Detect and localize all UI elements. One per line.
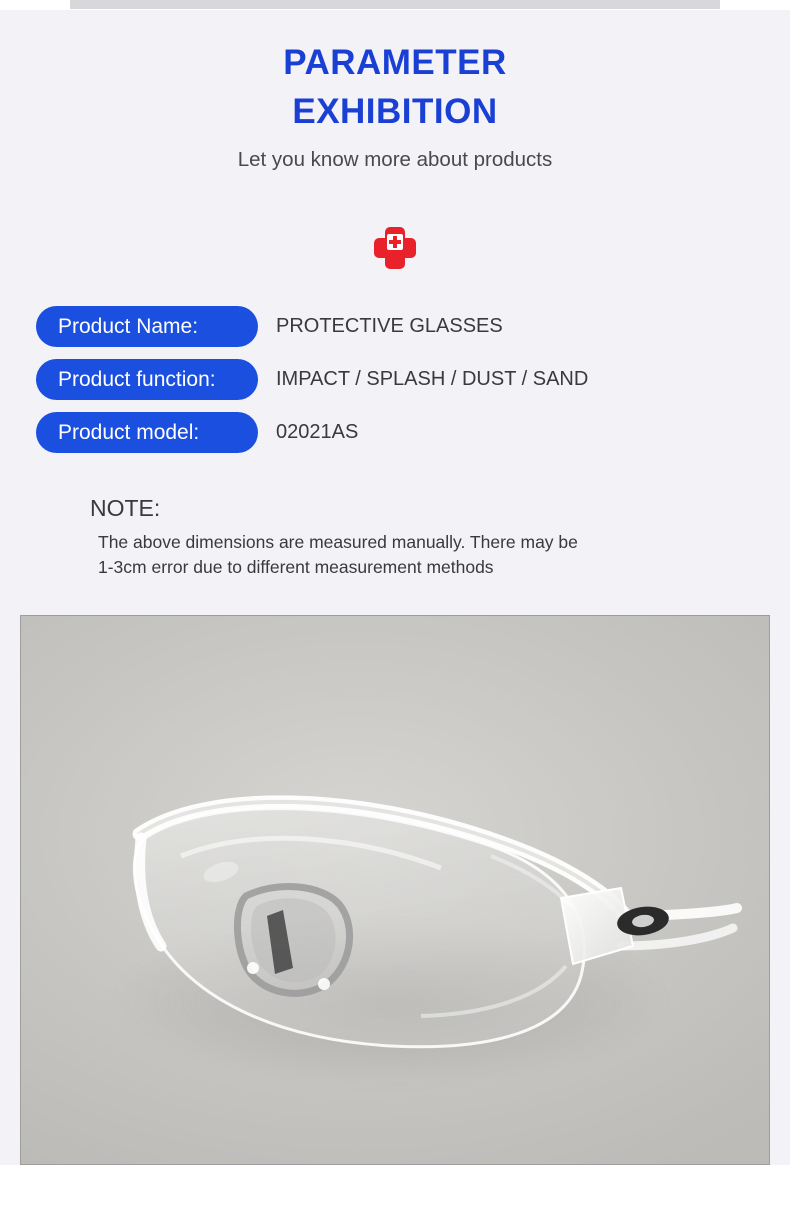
- note-line-1: The above dimensions are measured manually. There may be: [98, 532, 578, 552]
- spec-list: [36, 306, 756, 465]
- note-block: [90, 495, 750, 580]
- medical-cross-icon: [374, 225, 416, 271]
- note-line-2: 1-3cm error due to different measurement methods: [98, 557, 494, 577]
- page-title-line2: EXHIBITION: [292, 92, 498, 131]
- page-header: [0, 38, 790, 172]
- page-subtitle: Let you know more about products: [237, 148, 553, 171]
- cross-inner-vertical: [393, 236, 397, 248]
- spec-value-product-model: 02021AS: [276, 421, 359, 443]
- spec-value-product-function: IMPACT / SPLASH / DUST / SAND: [276, 368, 589, 390]
- note-title: NOTE:: [90, 495, 161, 521]
- spec-label-product-name: Product Name:: [36, 306, 258, 347]
- spec-label-product-model: Product model:: [36, 412, 258, 453]
- page-title: [0, 38, 790, 136]
- spec-row: [36, 412, 756, 453]
- top-strip: [0, 0, 790, 10]
- spec-row: [36, 359, 756, 400]
- bottom-white-margin: [0, 1165, 790, 1229]
- product-photo: [20, 615, 770, 1165]
- spec-value-product-name: PROTECTIVE GLASSES: [276, 315, 503, 337]
- top-strip-gray-band: [70, 0, 720, 9]
- protective-glasses-illustration: [21, 616, 770, 1165]
- spec-row: [36, 306, 756, 347]
- medical-cross-icon-wrap: [0, 225, 790, 283]
- spec-label-product-function: Product function:: [36, 359, 258, 400]
- page-title-line1: PARAMETER: [283, 43, 507, 82]
